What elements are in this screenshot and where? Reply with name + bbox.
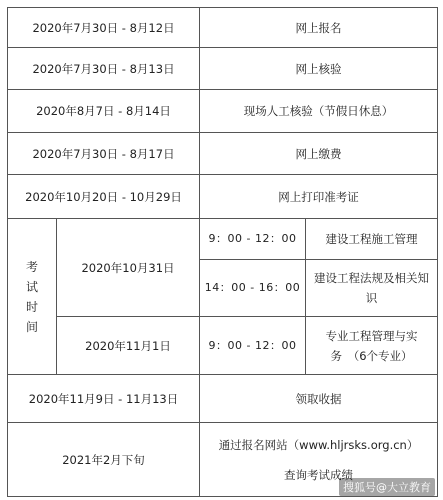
item-cell: 网上报名 — [200, 8, 438, 48]
session-time-cell: 9：00 - 12：00 — [200, 317, 306, 375]
table-row — [8, 90, 438, 133]
table-row — [8, 133, 438, 175]
subject-line: 专业工程管理与实 — [325, 328, 418, 343]
item-cell: 现场人工核验（节假日休息） — [200, 90, 438, 133]
item-cell: 网上打印准考证 — [200, 175, 438, 219]
date-cell: 2020年11月9日 - 11月13日 — [8, 375, 200, 423]
subject-cell — [306, 317, 438, 375]
subject-cell: 建设工程施工管理 — [306, 219, 438, 260]
exam-date-cell: 2020年10月31日 — [57, 219, 200, 317]
exam-time-char: 间 — [25, 319, 38, 334]
exam-time-char: 考 — [25, 259, 38, 274]
exam-time-char: 试 — [25, 279, 38, 294]
item-cell: 网上核验 — [200, 48, 438, 90]
item-cell: 领取收据 — [200, 375, 438, 423]
session-time-cell: 14：00 - 16：00 — [200, 260, 306, 317]
subject-cell: 建设工程法规及相关知识 — [306, 260, 438, 317]
table-row — [8, 175, 438, 219]
exam-schedule-table — [7, 7, 438, 497]
date-cell: 2020年7月30日 - 8月17日 — [8, 133, 200, 175]
result-line: 查询考试成绩 — [284, 467, 354, 482]
date-cell: 2020年7月30日 - 8月13日 — [8, 48, 200, 90]
watermark: 搜狐号@大立教育 — [339, 478, 435, 496]
table-row — [8, 375, 438, 423]
date-cell: 2020年8月7日 - 8月14日 — [8, 90, 200, 133]
session-time-cell: 9：00 - 12：00 — [200, 219, 306, 260]
date-cell: 2020年7月30日 - 8月12日 — [8, 8, 200, 48]
table-row — [8, 48, 438, 90]
table-row — [8, 317, 438, 375]
exam-time-label — [8, 219, 57, 375]
date-cell: 2020年10月20日 - 10月29日 — [8, 175, 200, 219]
subject-line: 务 （6个专业） — [330, 348, 413, 363]
table-row — [8, 8, 438, 48]
table-row — [8, 219, 438, 260]
exam-date-cell: 2020年11月1日 — [57, 317, 200, 375]
result-line: 通过报名网站（www.hljrsks.org.cn） — [218, 437, 419, 452]
item-cell: 网上缴费 — [200, 133, 438, 175]
date-cell: 2021年2月下旬 — [8, 423, 200, 497]
exam-time-char: 时 — [25, 299, 38, 314]
